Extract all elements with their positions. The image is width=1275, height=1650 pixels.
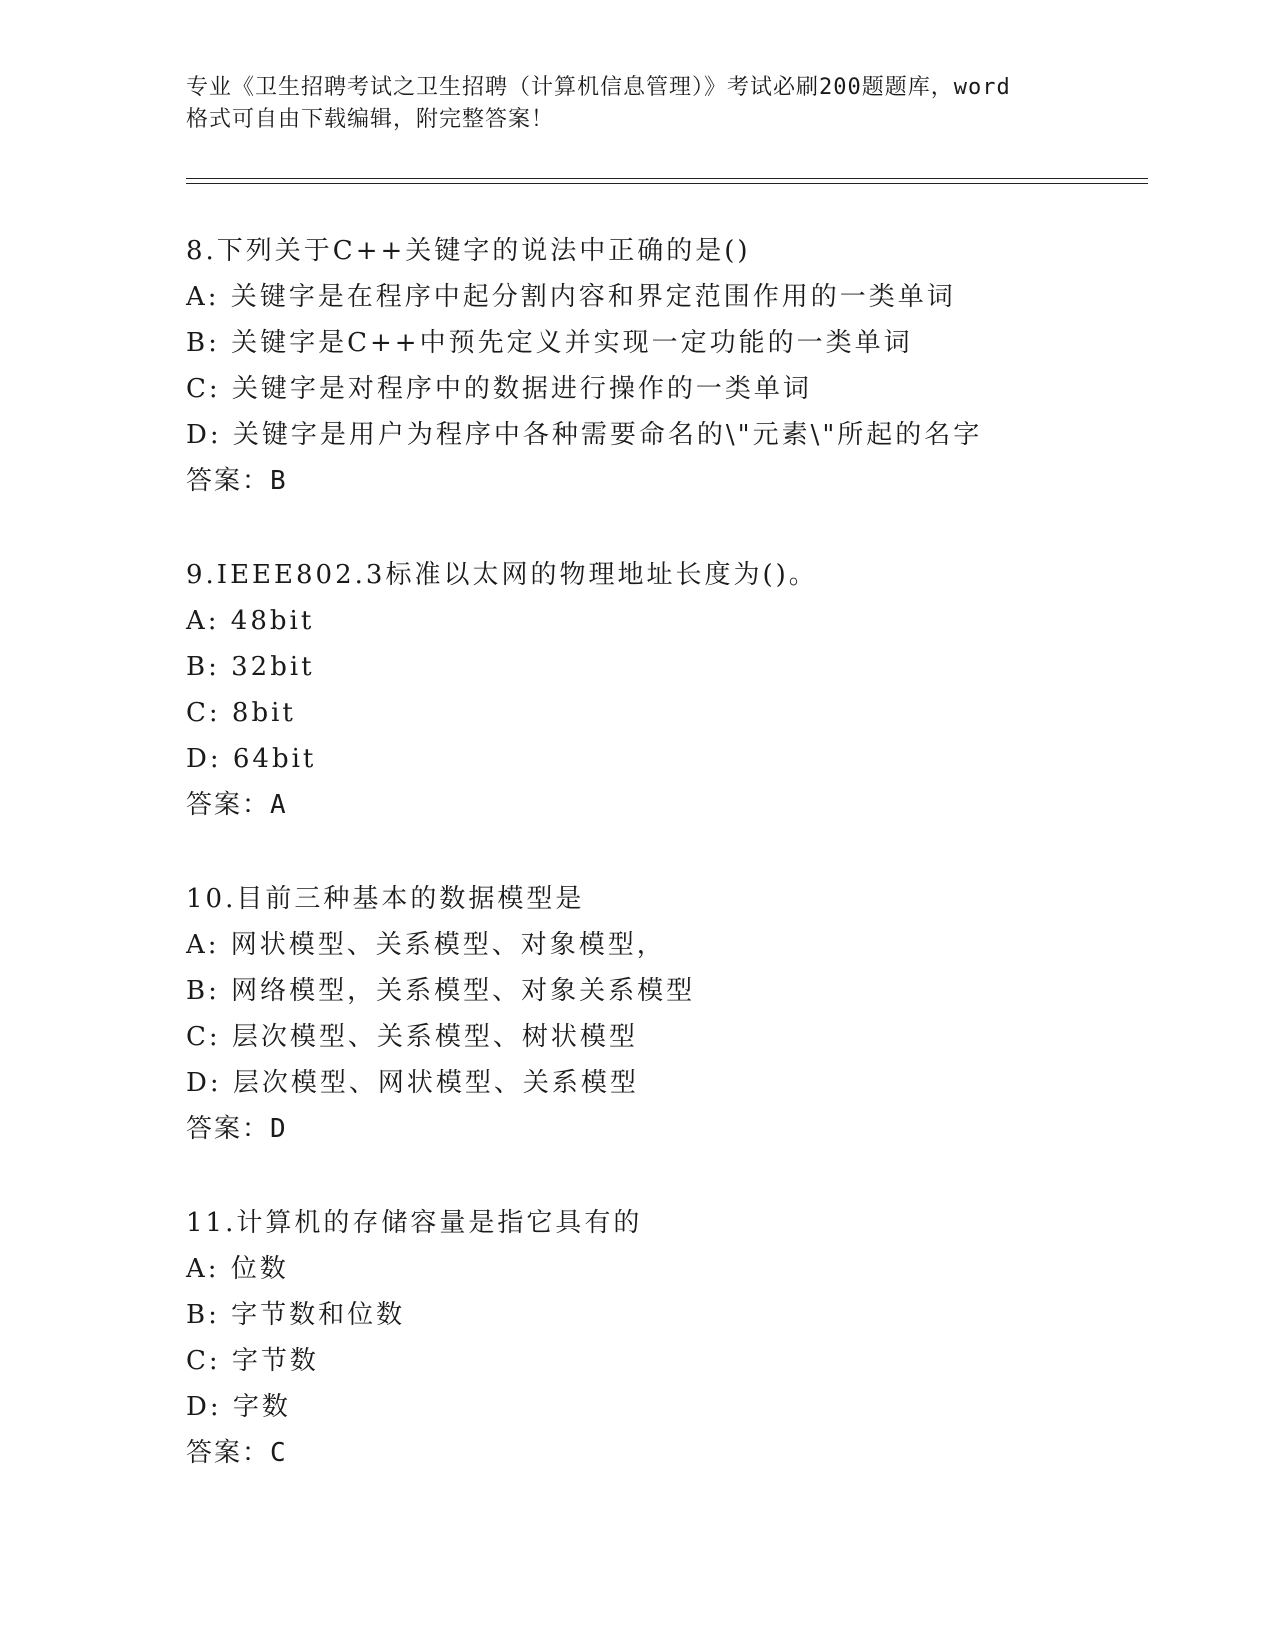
option-b: B: 32bit <box>186 652 315 682</box>
answer-value: D <box>270 1114 288 1144</box>
answer-value: C <box>270 1438 288 1468</box>
answer-line <box>186 458 1146 504</box>
answer-label: 答案： <box>186 466 271 496</box>
answer-label: 答案： <box>186 1114 271 1144</box>
option-c: C: 8bit <box>186 698 296 728</box>
question-stem: 9.IEEE802.3标准以太网的物理地址长度为()。 <box>186 560 818 590</box>
option-d: D: 层次模型、网状模型、关系模型 <box>186 1068 639 1098</box>
answer-line <box>186 782 1146 828</box>
option-b: B: 关键字是C++中预先定义并实现一定功能的一类单词 <box>186 328 913 358</box>
question-10 <box>186 876 1146 1152</box>
option-b: B: 网络模型，关系模型、对象关系模型 <box>186 976 696 1006</box>
option-a: A: 关键字是在程序中起分割内容和界定范围作用的一类单词 <box>186 282 956 312</box>
answer-value: A <box>270 790 288 820</box>
option-d: D: 64bit <box>186 744 317 774</box>
question-stem: 11.计算机的存储容量是指它具有的 <box>186 1208 643 1238</box>
answer-label: 答案： <box>186 1438 271 1468</box>
option-a: A: 48bit <box>186 606 315 636</box>
header-line-1: 专业《卫生招聘考试之卫生招聘（计算机信息管理）》考试必刷200题题库，word <box>186 75 1011 100</box>
answer-line <box>186 1430 1146 1476</box>
option-d: D: 关键字是用户为程序中各种需要命名的\"元素\"所起的名字 <box>186 420 983 450</box>
answer-label: 答案： <box>186 790 271 820</box>
header-divider-bottom <box>186 183 1148 184</box>
answer-value: B <box>270 466 288 496</box>
header-line-2: 格式可自由下载编辑，附完整答案！ <box>186 107 555 132</box>
question-11 <box>186 1200 1146 1476</box>
question-stem: 8.下列关于C++关键字的说法中正确的是() <box>186 236 751 266</box>
option-a: A: 网状模型、关系模型、对象模型， <box>186 930 666 960</box>
question-stem: 10.目前三种基本的数据模型是 <box>186 884 585 914</box>
question-8 <box>186 228 1146 504</box>
answer-line <box>186 1106 1146 1152</box>
document-header <box>186 72 1086 136</box>
option-b: B: 字节数和位数 <box>186 1300 406 1330</box>
option-a: A: 位数 <box>186 1254 289 1284</box>
option-c: C: 关键字是对程序中的数据进行操作的一类单词 <box>186 374 812 404</box>
option-c: C: 字节数 <box>186 1346 319 1376</box>
header-divider-top <box>186 178 1148 179</box>
question-9 <box>186 552 1146 828</box>
option-d: D: 字数 <box>186 1392 291 1422</box>
option-c: C: 层次模型、关系模型、树状模型 <box>186 1022 638 1052</box>
